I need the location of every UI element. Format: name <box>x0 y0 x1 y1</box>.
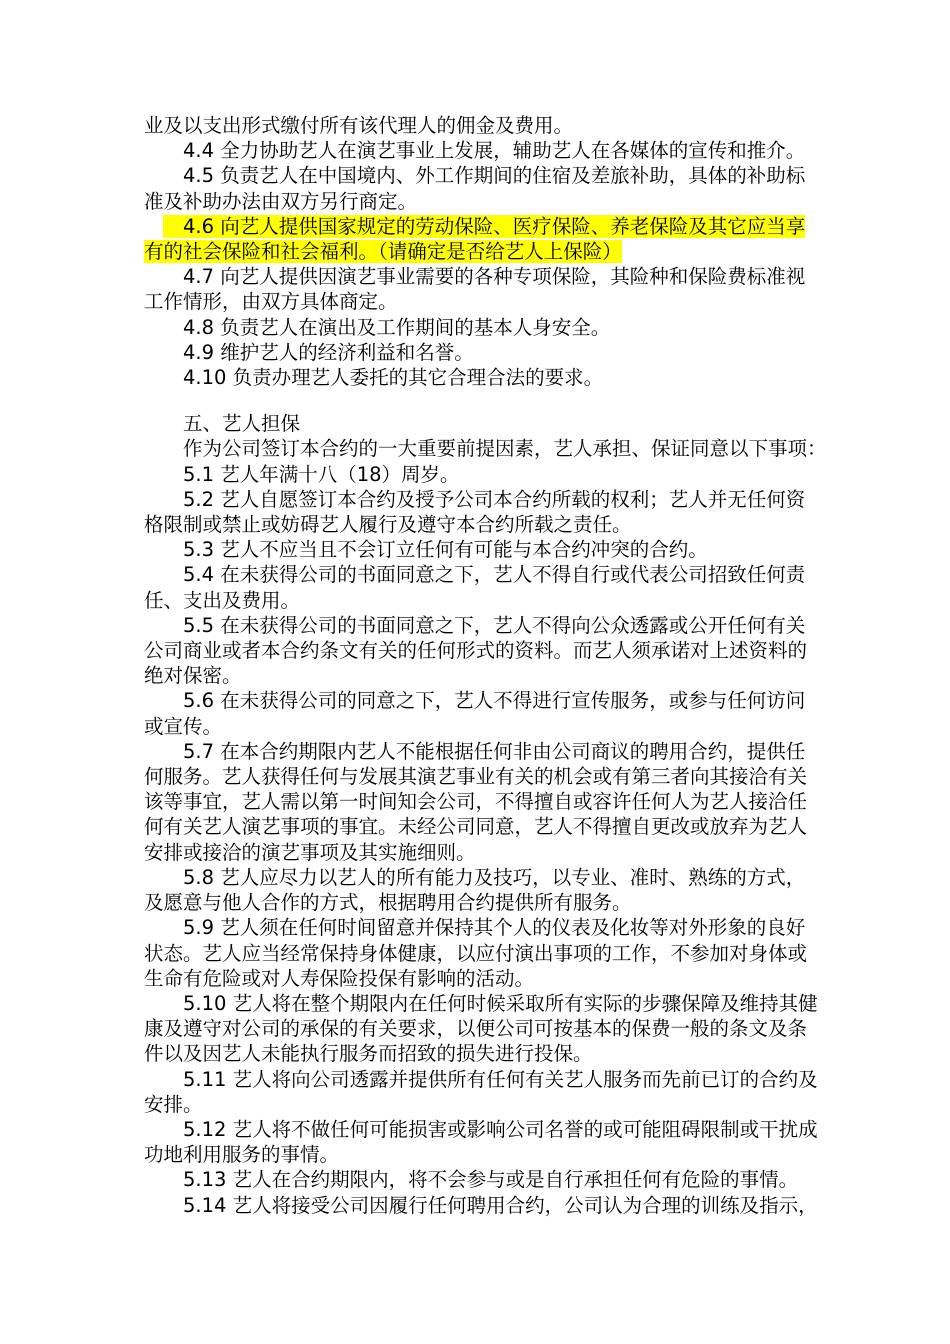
text-line <box>144 1142 816 1167</box>
para-4-10 <box>144 365 816 390</box>
text-line <box>144 537 816 562</box>
text: 或宣传。 <box>144 714 223 738</box>
text-line <box>144 163 816 188</box>
para-5-13 <box>144 1167 816 1192</box>
text-line <box>144 663 816 688</box>
para-4-8 <box>144 315 816 340</box>
text: 绝对保密。 <box>144 664 242 688</box>
text: 康及遵守对公司的承保的有关要求，以便公司可按基本的保费一般的条文及条 <box>144 1017 808 1041</box>
para-4-4 <box>144 138 816 163</box>
text: 4.5 负责艺人在中国境内、外工作期间的住宿及差旅补助，具体的补助标 <box>183 164 806 188</box>
text-line <box>144 562 816 587</box>
text: 5.2 艺人自愿签订本合约及授予公司本合约所载的权利；艺人并无任何资 <box>183 487 806 511</box>
text: 该等事宜，艺人需以第一时间知会公司，不得擅自或容许任何人为艺人接洽任 <box>144 790 808 814</box>
para-5-12 <box>144 1117 816 1167</box>
text: 5.10 艺人将在整个期限内在任何时候采取所有实际的步骤保障及维持其健 <box>183 991 818 1015</box>
para-5-9 <box>144 915 816 991</box>
text-line <box>144 1016 816 1041</box>
text-line <box>144 365 816 390</box>
para-4-3-continuation <box>144 113 816 138</box>
text: 5.6 在未获得公司的同意之下，艺人不得进行宣传服务，或参与任何访问 <box>183 689 806 713</box>
text: 5.11 艺人将向公司透露并提供所有任何有关艺人服务而先前已订的合约及 <box>183 1067 818 1091</box>
text-line <box>144 1117 816 1142</box>
highlighted-text: 4.6 向艺人提供国家规定的劳动保险、医疗保险、养老保险及其它应当享 <box>163 215 805 238</box>
text-line <box>144 512 816 537</box>
text: 5.9 艺人须在任何时间留意并保持其个人的仪表及化妆等对外形象的良好 <box>183 916 806 940</box>
para-5-7 <box>144 739 816 865</box>
text-line <box>144 1193 816 1218</box>
para-4-9 <box>144 340 816 365</box>
para-5-2 <box>144 487 816 537</box>
text-line <box>144 890 816 915</box>
text: 件以及因艺人未能执行服务而招致的损失进行投保。 <box>144 1042 593 1066</box>
para-5-14 <box>144 1193 816 1218</box>
text-line <box>144 189 816 214</box>
text: 五、艺人担保 <box>183 412 301 436</box>
text: 5.7 在本合约期限内艺人不能根据任何非由公司商议的聘用合约，提供任 <box>183 739 806 763</box>
text-line <box>144 764 816 789</box>
text: 4.8 负责艺人在演出及工作期间的基本人身安全。 <box>183 315 611 339</box>
text-line <box>144 814 816 839</box>
text: 5.1 艺人年满十八（18）周岁。 <box>183 462 460 486</box>
para-5-8 <box>144 865 816 915</box>
text: 5.3 艺人不应当且不会订立任何有可能与本合约冲突的合约。 <box>183 538 708 562</box>
para-5-3 <box>144 537 816 562</box>
text-line <box>144 714 816 739</box>
text: 格限制或禁止或妨碍艺人履行及遵守本合约所载之责任。 <box>144 513 632 537</box>
para-4-7 <box>144 264 816 314</box>
para-5-11 <box>144 1067 816 1117</box>
text-line <box>144 789 816 814</box>
text-line <box>144 739 816 764</box>
text: 功地利用服务的事情。 <box>144 1143 340 1167</box>
text: 任、支出及费用。 <box>144 588 301 612</box>
text: 5.14 艺人将接受公司因履行任何聘用合约，公司认为合理的训练及指示， <box>183 1193 818 1217</box>
text: 5.5 在未获得公司的书面同意之下，艺人不得向公众透露或公开任何有关 <box>183 613 806 637</box>
text: 安排或接洽的演艺事项及其实施细则。 <box>144 840 476 864</box>
text-line <box>144 462 816 487</box>
text-line <box>144 1167 816 1192</box>
text-line <box>144 315 816 340</box>
text-line <box>144 991 816 1016</box>
text: 及愿意与他人合作的方式，根据聘用合约提供所有服务。 <box>144 891 632 915</box>
text: 公司商业或者本合约条文有关的任何形式的资料。而艺人须承诺对上述资料的 <box>144 639 808 663</box>
text: 准及补助办法由双方另行商定。 <box>144 189 418 213</box>
text: 生命有危险或对人寿保险投保有影响的活动。 <box>144 966 535 990</box>
text: 何有关艺人演艺事项的事宜。未经公司同意，艺人不得擅自更改或放弃为艺人 <box>144 815 808 839</box>
para-4-5 <box>144 163 816 213</box>
text: 安排。 <box>144 1092 203 1116</box>
document-body <box>144 113 827 1218</box>
text-line <box>144 966 816 991</box>
text: 何服务。艺人获得任何与发展其演艺事业有关的机会或有第三者向其接洽有关 <box>144 765 808 789</box>
text: 状态。艺人应当经常保持身体健康，以应付演出事项的工作，不参加对身体或 <box>144 941 808 965</box>
text-line <box>144 588 816 613</box>
para-5-intro <box>144 436 827 461</box>
text-line <box>144 638 816 663</box>
text: 4.7 向艺人提供因演艺事业需要的各种专项保险，其险种和保险费标准视 <box>183 265 806 289</box>
text-line <box>144 840 816 865</box>
text-line <box>144 487 816 512</box>
text-line <box>144 436 827 461</box>
section-5-heading <box>144 411 816 436</box>
text-line <box>144 411 816 436</box>
text: 作为公司签订本合约的一大重要前提因素，艺人承担、保证同意以下事项： <box>183 437 827 461</box>
text: 4.4 全力协助艺人在演艺事业上发展，辅助艺人在各媒体的宣传和推介。 <box>183 139 806 163</box>
text-line <box>144 941 816 966</box>
highlighted-text: 有的社会保险和社会福利。（请确定是否给艺人上保险） <box>144 240 622 264</box>
text-line <box>144 613 816 638</box>
text-line <box>144 1041 816 1066</box>
text-line <box>144 239 816 264</box>
text-line <box>144 865 816 890</box>
text: 5.13 艺人在合约期限内，将不会参与或是自行承担任何有危险的事情。 <box>183 1168 799 1192</box>
text-line <box>144 264 816 289</box>
para-5-1 <box>144 462 816 487</box>
text: 4.9 维护艺人的经济利益和名誉。 <box>183 340 474 364</box>
text-line <box>144 214 816 239</box>
text: 5.8 艺人应尽力以艺人的所有能力及技巧，以专业、准时、熟练的方式， <box>183 865 806 889</box>
para-4-6 <box>144 214 816 264</box>
text-line <box>144 138 816 163</box>
para-5-6 <box>144 688 816 738</box>
para-5-4 <box>144 562 816 612</box>
text-line <box>144 289 816 314</box>
text-line <box>144 113 816 138</box>
text-line <box>144 1067 816 1092</box>
text: 5.4 在未获得公司的书面同意之下，艺人不得自行或代表公司招致任何责 <box>183 563 806 587</box>
text: 4.10 负责办理艺人委托的其它合理合法的要求。 <box>183 366 604 390</box>
text: 5.12 艺人将不做任何可能损害或影响公司名誉的或可能阻碍限制或干扰成 <box>183 1117 818 1141</box>
text-line <box>144 688 816 713</box>
text-line <box>144 1092 816 1117</box>
text-line <box>144 915 816 940</box>
text-line <box>144 340 816 365</box>
para-5-5 <box>144 613 816 689</box>
para-5-10 <box>144 991 816 1067</box>
text: 工作情形，由双方具体商定。 <box>144 290 398 314</box>
text: 业及以支出形式缴付所有该代理人的佣金及费用。 <box>144 114 574 137</box>
